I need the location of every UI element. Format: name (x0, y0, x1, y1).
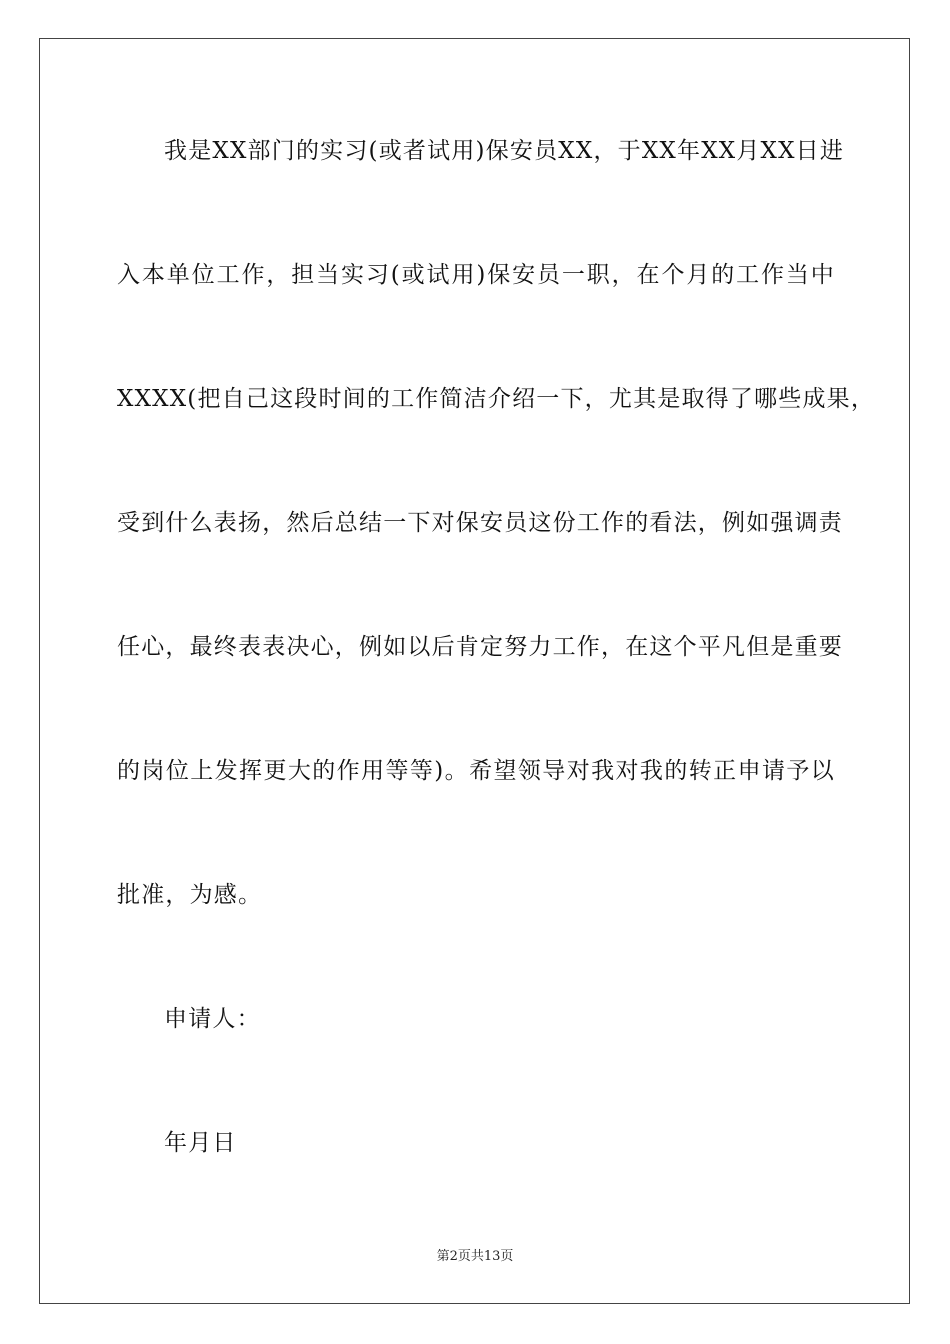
paragraph-line-6: 的岗位上发挥更大的作用等等)。希望领导对我对我的转正申请予以 (117, 758, 835, 784)
paragraph-line-1: 我是XX部门的实习(或者试用)保安员XX，于XX年XX月XX日进 (164, 138, 845, 164)
paragraph-line-7: 批准，为感。 (117, 882, 263, 908)
paragraph-line-5: 任心，最终表表决心，例如以后肯定努力工作，在这个平凡但是重要 (117, 634, 843, 660)
paragraph-line-4: 受到什么表扬，然后总结一下对保安员这份工作的看法，例如强调责 (117, 510, 843, 536)
page-number: 第2页 (436, 1249, 471, 1264)
paragraph-line-3: XXXX(把自己这段时间的工作简洁介绍一下，尤其是取得了哪些成果， (117, 386, 876, 412)
page-footer (0, 1248, 950, 1266)
paragraph-line-2: 入本单位工作，担当实习(或试用)保安员一职，在个月的工作当中 (117, 262, 835, 288)
date-label: 年月日 (164, 1130, 237, 1156)
applicant-label: 申请人： (164, 1006, 261, 1032)
total-pages: 共13页 (470, 1249, 514, 1264)
page-border (39, 38, 910, 1304)
